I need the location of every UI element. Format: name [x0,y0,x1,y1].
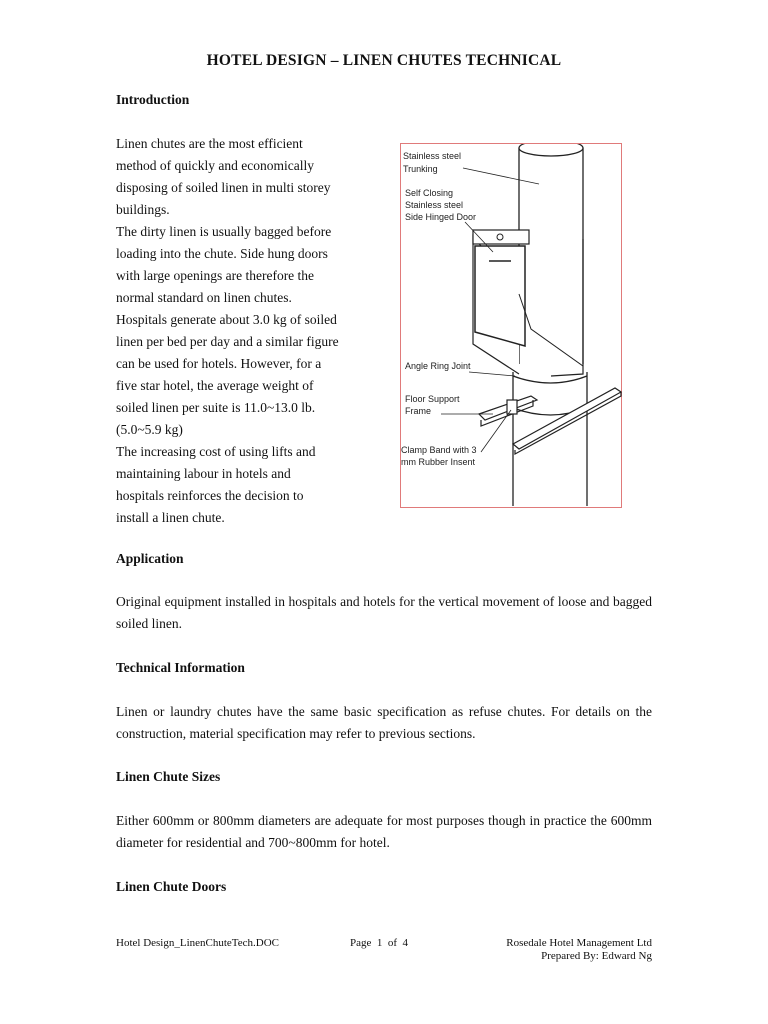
heading-linen-chute-doors: Linen Chute Doors [116,879,227,894]
linen-chute-diagram [400,143,622,508]
intro-line: soiled linen per suite is 11.0~13.0 lb. [116,400,316,415]
label-angle-ring-joint: Angle Ring Joint [405,361,471,371]
intro-line: The increasing cost of using lifts and [116,444,316,459]
label-clamp-band-1: Clamp Band with 3 [401,445,477,455]
footer-company: Rosedale Hotel Management Ltd [506,937,652,949]
intro-line: maintaining labour in hotels and [116,466,291,481]
document-title: HOTEL DESIGN – LINEN CHUTES TECHNICAL [206,52,562,69]
label-floor-support-2: Frame [405,406,432,416]
intro-line: (5.0~5.9 kg) [116,422,183,437]
intro-line: normal standard on linen chutes. [116,290,292,305]
intro-line: install a linen chute. [116,510,225,525]
intro-line: five star hotel, the average weight of [116,378,314,393]
label-clamp-band-2: mm Rubber Insent [401,457,476,467]
footer-prepared-by: Prepared By: Edward Ng [541,950,652,962]
footer-page-number: Page 1 of 4 [350,937,409,949]
linen-chute-drawing [401,144,623,509]
label-door-1: Self Closing [405,188,454,198]
intro-line: buildings. [116,202,170,217]
intro-line: Linen chutes are the most efficient [116,136,303,151]
intro-line: can be used for hotels. However, for a [116,356,322,371]
intro-line: with large openings are therefore the [116,268,315,283]
label-trunking-2: Trunking [403,164,438,174]
intro-line: loading into the chute. Side hung doors [116,246,328,261]
intro-line: Hospitals generate about 3.0 kg of soiled [116,312,337,327]
footer-filename: Hotel Design_LinenChuteTech.DOC [116,937,279,949]
intro-line: method of quickly and economically [116,158,314,173]
sizes-paragraph: Either 600mm or 800mm diameters are adequate for most purposes though in practice the 600mm diameter for residential and 700~800mm for hotel. [116,813,652,850]
label-trunking-1: Stainless steel [403,151,462,161]
application-paragraph: Original equipment installed in hospitals and hotels for the vertical movement of loose and bagged soiled linen. [116,594,652,631]
introduction-paragraph [116,133,391,529]
intro-line: hospitals reinforces the decision to [116,488,304,503]
technical-paragraph: Linen or laundry chutes have the same basic specification as refuse chutes. For details on the construction, material specification may refer to previous sections. [116,704,652,741]
label-floor-support-1: Floor Support [405,394,460,404]
heading-application: Application [116,551,184,566]
heading-introduction: Introduction [116,92,190,107]
label-door-3: Side Hinged Door [405,212,477,222]
heading-linen-chute-sizes: Linen Chute Sizes [116,769,221,784]
intro-line: disposing of soiled linen in multi storey [116,180,331,195]
intro-line: linen per bed per day and a similar figure [116,334,339,349]
heading-technical-information: Technical Information [116,660,245,675]
intro-line: The dirty linen is usually bagged before [116,224,332,239]
label-door-2: Stainless steel [405,200,464,210]
